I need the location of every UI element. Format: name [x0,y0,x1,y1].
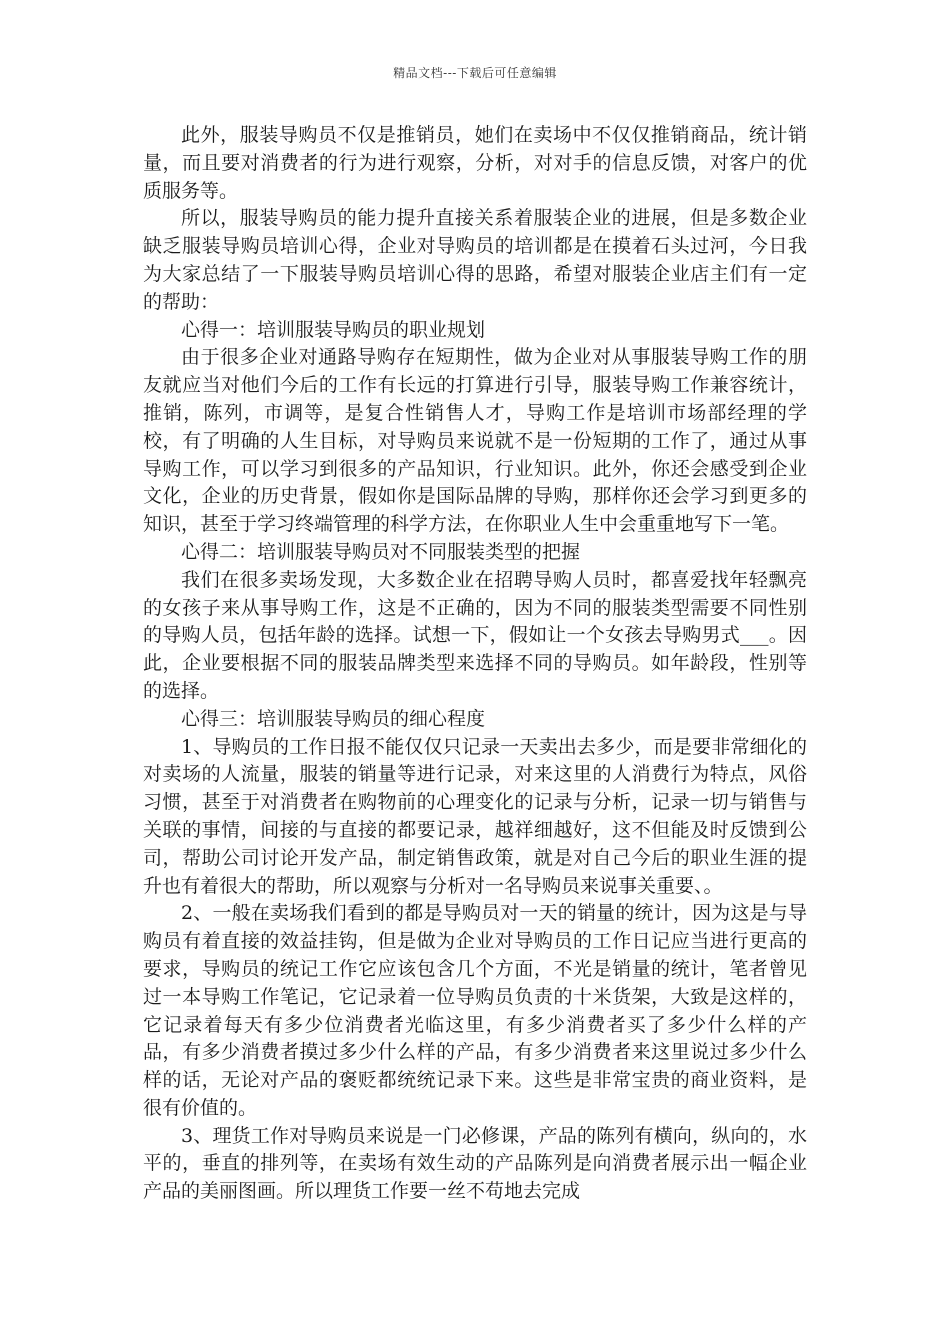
paragraph-insight-two: 我们在很多卖场发现，大多数企业在招聘导购人员时，都喜爱找年轻飘亮的女孩子来从事导购工作，这是不正确的，因为不同的服装类型需要不同性别的导购人员，包括年龄的选择。试想一下，假如让一个女孩去导购男式___。因此，企业要根据不同的服装品牌类型来选择不同的导购员。如年龄段，性别等的选择。 [143,568,807,702]
heading-insight-three: 心得三：培训服装导购员的细心程度 [181,707,486,730]
paragraph-summary: 所以，服装导购员的能力提升直接关系着服装企业的进展，但是多数企业缺乏服装导购员培训心得，企业对导购员的培训都是在摸着石头过河，今日我为大家总结了一下服装导购员培训心得的思路，希望对服装企业店主们有一定的帮助： [143,207,807,313]
heading-insight-two: 心得二：培训服装导购员对不同服装类型的把握 [181,540,581,563]
paragraph-point-two: 2、一般在卖场我们看到的都是导购员对一天的销量的统计，因为这是与导购员有着直接的效益挂钩，但是做为企业对导购员的工作日记应当进行更高的要求，导购员的统记工作它应该包含几个方面，不光是销量的统计，笔者曾见过一本导购工作笔记，它记录着一位导购员负责的十米货架，大致是这样的，它记录着每天有多少位消费者光临这里，有多少消费者买了多少什么样的产品，有多少消费者摸过多少什么样的产品，有多少消费者来这里说过多少什么样的话，无论对产品的褒贬都统统记录下来。这些是非常宝贵的商业资料，是很有价值的。 [143,902,807,1119]
paragraph-point-one: 1、导购员的工作日报不能仅仅只记录一天卖出去多少，而是要非常细化的对卖场的人流量，服装的销量等进行记录，对来这里的人消费行为特点，风俗习惯，甚至于对消费者在购物前的心理变化的记录与分析，记录一切与销售与关联的事情，间接的与直接的都要记录，越祥细越好，这不但能及时反馈到公司，帮助公司讨论开发产品，制定销售政策，就是对自己今后的职业生涯的提升也有着很大的帮助，所以观察与分析对一名导购员来说事关重要、。 [143,735,807,897]
heading-insight-one: 心得一：培训服装导购员的职业规划 [181,318,486,341]
paragraph-intro: 此外，服装导购员不仅是推销员，她们在卖场中不仅仅推销商品，统计销量，而且要对消费者的行为进行观察，分析，对对手的信息反馈，对客户的优质服务等。 [143,124,807,202]
document-body [143,122,807,1206]
paragraph-point-three: 3、理货工作对导购员来说是一门必修课，产品的陈列有横向，纵向的，水平的，垂直的排列等，在卖场有效生动的产品陈列是向消费者展示出一幅企业产品的美丽图画。所以理货工作要一丝不苟地去完成 [143,1124,807,1203]
paragraph-insight-one: 由于很多企业对通路导购存在短期性，做为企业对从事服装导购工作的朋友就应当对他们今后的工作有长远的打算进行引导，服装导购工作兼容统计，推销，陈列，市调等，是复合性销售人才，导购工作是培训市场部经理的学校，有了明确的人生目标，对导购员来说就不是一份短期的工作了，通过从事导购工作，可以学习到很多的产品知识，行业知识。此外，你还会感受到企业文化，企业的历史背景，假如你是国际品牌的导购，那样你还会学习到更多的知识，甚至于学习终端管理的科学方法，在你职业人生中会重重地写下一笔。 [143,346,807,536]
page-header: 精品文档---下载后可任意编辑 [393,66,557,80]
